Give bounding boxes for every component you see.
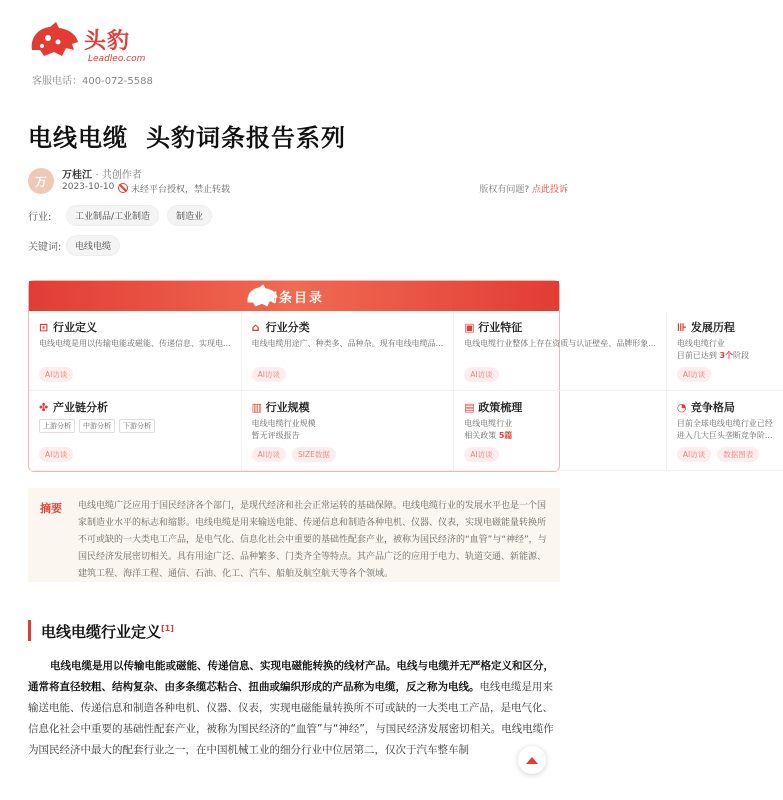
- data-chart-chip[interactable]: 数据图表: [717, 447, 759, 462]
- chip-group: [39, 447, 79, 462]
- chip-group: [252, 367, 292, 382]
- catalog-panel: [28, 280, 773, 472]
- size-data-chip[interactable]: SIZE数据: [292, 447, 336, 462]
- catalog-item-title-row: [39, 319, 231, 335]
- catalog-item-history[interactable]: [667, 311, 783, 391]
- feature-icon: ▣: [464, 320, 475, 334]
- history-stage-suffix: 阶段: [733, 351, 750, 360]
- section-title-text: 电线电缆行业定义: [41, 623, 162, 641]
- keyword-row: [28, 235, 128, 256]
- chain-icon: ✤: [39, 400, 49, 414]
- keyword-label: 关键词:: [28, 242, 62, 253]
- catalog-item-desc: 电线电缆用途广、种类多、品种杂。现有电线电缆品...: [251, 339, 444, 348]
- catalog-item-desc: 目前全球电线电缆行业已经: [676, 419, 773, 428]
- catalog-item-title: 行业规模: [265, 401, 310, 414]
- catalog-item-title: 政策梳理: [478, 401, 523, 414]
- catalog-item-title: 产业链分析: [53, 401, 108, 414]
- catalog-item-desc-2: 暂无评级报告: [251, 431, 300, 440]
- catalog-item-title-row: [252, 399, 444, 415]
- catalog-item-title-row: [39, 399, 231, 415]
- chip-group: [677, 367, 717, 382]
- ai-interview-chip[interactable]: AI访谈: [677, 447, 711, 462]
- catalog-item-desc-2: 进入几大巨头垄断竞争阶...: [676, 431, 773, 440]
- brand-domain: Leadleo.com: [88, 54, 146, 64]
- catalog-item-title: 竞争格局: [690, 401, 735, 414]
- catalog-item-title-row: [464, 319, 656, 335]
- definition-bold-text: 电线电缆是用以传输电能或磁能、传递信息、实现电磁能转换的线材产品。电线与电缆并无严格定义和区分，通常将直径较粗、结构复杂、由多条缆芯粘合、扭曲或编织形成的产品称为电缆，反之称为电线。: [28, 660, 554, 693]
- complaint-link[interactable]: 点此投诉: [531, 185, 568, 195]
- repost-notice-text: 未经平台授权，禁止转载: [131, 185, 231, 195]
- catalog-item-classification[interactable]: [242, 311, 455, 391]
- catalog-item-scale[interactable]: [242, 391, 455, 471]
- service-hotline: 客服电话：400-072-5588: [32, 76, 153, 87]
- catalog-item-policy[interactable]: [454, 391, 667, 471]
- catalog-item-features[interactable]: [454, 311, 667, 391]
- catalog-item-title-row: [677, 399, 773, 415]
- definition-paragraph: [28, 656, 560, 761]
- catalog-item-desc: 电线电缆是用以传输电能或磁能、传递信息、实现电...: [39, 339, 231, 348]
- author-role: · 共创作者: [95, 170, 142, 181]
- industry-tag[interactable]: 工业制品/工业制造: [66, 205, 159, 226]
- catalog-item-desc: 电线电缆行业规模: [251, 419, 316, 428]
- back-to-top-button[interactable]: [518, 746, 546, 774]
- industry-label: 行业:: [28, 212, 52, 223]
- catalog-item-title: 行业特征: [478, 321, 523, 334]
- catalog-item-desc: 电线电缆行业整体上存在资质与认证壁垒、品牌形象...: [464, 339, 656, 348]
- catalog-item-desc: 电线电缆行业: [464, 419, 513, 428]
- publish-date: 2023-10-10: [62, 182, 115, 192]
- policy-count-prefix: 相关政策: [464, 431, 499, 440]
- catalog-item-chain[interactable]: [29, 391, 242, 471]
- keyword-tag[interactable]: 电线电缆: [66, 235, 120, 256]
- definition-icon: ⊡: [39, 320, 49, 334]
- catalog-grid: [29, 311, 773, 471]
- catalog-item-title: 发展历程: [690, 321, 735, 334]
- copyright-question: 版权有问题?: [479, 185, 530, 195]
- page-title: [28, 118, 346, 153]
- industry-row: [28, 205, 220, 226]
- chip-group: [677, 447, 765, 462]
- author-name-line: [62, 166, 142, 181]
- catalog-item-title-row: [677, 319, 773, 335]
- scale-icon: ▥: [251, 400, 263, 414]
- catalog-item-title: 行业定义: [53, 321, 97, 334]
- chip-group: [252, 447, 342, 462]
- summary-text: 电线电缆广泛应用于国民经济各个部门，是现代经济和社会正常运转的基础保障。电线电缆行业的发展水平也是一个国家制造业水平的标志和缩影。电线电缆是用来输送电能、传递信息和制造各种电机、仪器、仪表，实现电磁能量转换所不可或缺的一大类电工产品，是电气化、信息化社会中重要的基础性配套产业，被称为国民经济的“血管”与“神经”，与国民经济发展密切相关。具有用途广泛、品种繁多、门类齐全等特点。其产品广泛的应用于电力、轨道交通、新能源、建筑工程、海洋工程、通信、石油、化工、汽车、船舶及航空航天等各个领域。: [78, 501, 547, 579]
- catalog-item-title-row: [464, 399, 656, 415]
- policy-count: 5篇: [498, 431, 513, 440]
- ai-interview-chip[interactable]: AI访谈: [464, 367, 498, 382]
- forbidden-icon: [118, 183, 128, 193]
- catalog-item-competition[interactable]: [667, 391, 783, 471]
- leopard-logo-icon: [28, 20, 80, 60]
- midstream-tag[interactable]: 中游分析: [79, 419, 115, 433]
- summary-box: [28, 488, 560, 582]
- title-main: 电线电缆: [28, 124, 128, 152]
- chip-group: [464, 447, 504, 462]
- copyright-complaint: [479, 182, 568, 195]
- author-bar: [28, 166, 568, 196]
- catalog-header: [29, 281, 559, 311]
- chain-subtags: [39, 419, 231, 433]
- repost-notice: [118, 182, 230, 195]
- history-icon: ⊪: [676, 320, 687, 334]
- avatar[interactable]: 万: [28, 168, 54, 194]
- ai-interview-chip[interactable]: AI访谈: [252, 447, 286, 462]
- summary-label: 摘要: [40, 502, 62, 515]
- ai-interview-chip[interactable]: AI访谈: [464, 447, 498, 462]
- section-heading: [28, 620, 174, 641]
- catalog-item-definition[interactable]: [29, 311, 242, 391]
- policy-icon: ▤: [464, 400, 475, 414]
- catalog-item-desc: 电线电缆行业: [676, 339, 725, 348]
- chip-group: [39, 367, 79, 382]
- brand-name: 头豹: [84, 29, 131, 54]
- ai-interview-chip[interactable]: AI访谈: [677, 367, 711, 382]
- catalog-item-title-row: [252, 319, 444, 335]
- author-name[interactable]: 万桂江: [62, 170, 92, 181]
- classification-icon: ⌂: [251, 320, 260, 334]
- title-series: 头豹词条报告系列: [146, 124, 346, 152]
- ai-interview-chip[interactable]: AI访谈: [39, 367, 73, 382]
- catalog-item-title: 行业分类: [265, 321, 310, 334]
- history-stage-prefix: 目前已达到: [676, 351, 720, 360]
- competition-icon: ◔: [676, 400, 687, 414]
- chip-group: [464, 367, 504, 382]
- definition-normal-text: 电线电缆是用来输送电能、传递信息和制造各种电机、仪器、仪表，实现电磁能量转换所不可或缺的一大类电工产品，是电气化、信息化社会中重要的基础性配套产业，被称为国民经济的“血管”与“神经”，与国民经济发展密切相关。电线电缆作为国民经济中最大的配套行业之一，在中国机械工业的细分行业中位居第二，仅次于汽车整车制: [28, 681, 554, 756]
- upstream-tag[interactable]: 上游分析: [39, 419, 75, 433]
- catalog-item-desc-2: [464, 430, 656, 442]
- catalog-item-desc-2: [677, 350, 773, 362]
- downstream-tag[interactable]: 下游分析: [119, 419, 155, 433]
- citation-ref[interactable]: [1]: [161, 624, 174, 633]
- catalog-title: 词条目录: [263, 291, 324, 306]
- ai-interview-chip[interactable]: AI访谈: [252, 367, 286, 382]
- history-stage-count: 3个: [719, 351, 734, 360]
- ai-interview-chip[interactable]: AI访谈: [39, 447, 73, 462]
- industry-tag[interactable]: 制造业: [167, 205, 212, 226]
